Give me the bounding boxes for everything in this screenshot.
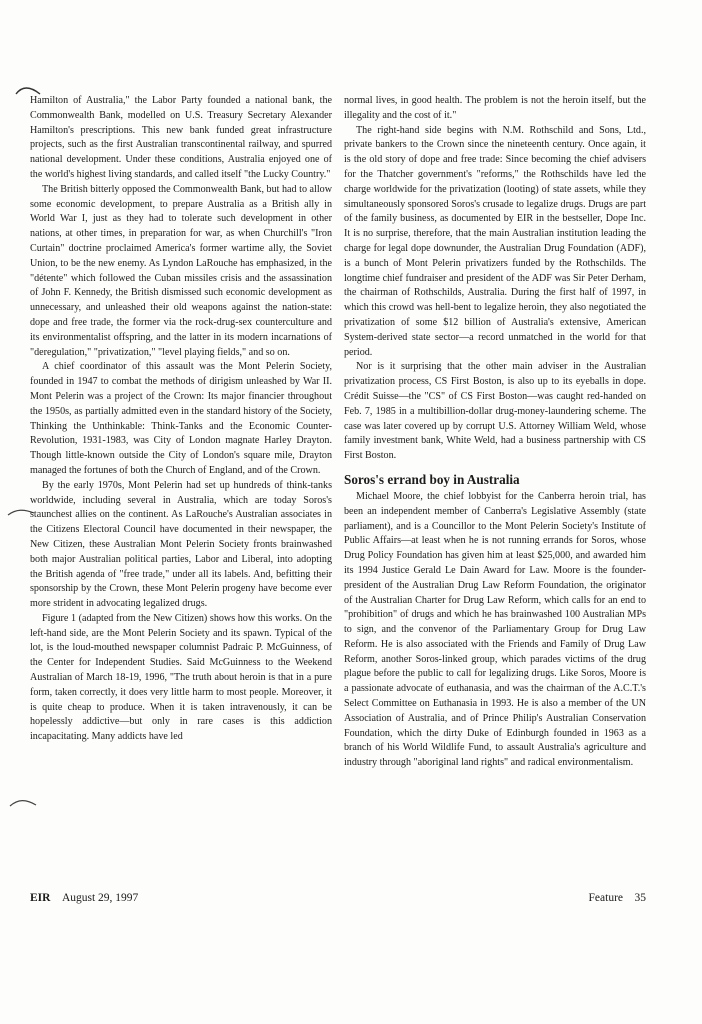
scan-mark	[8, 796, 38, 810]
paragraph: A chief coordinator of this assault was the Mont Pelerin Society, founded in 1947 to combat the methods of dirigism unleashed by War II. Mont Pelerin was a project of the Crown: Its major financier throughout the 1950s, as partially admitted even in the standard history of the Society, Thinking the Unthinkable: Think-Tanks and the Economic Counter-Revolution, 1931-1983, was City of London magnate Harley Drayton. Though little-known outside the City of London's square mile, Drayton managed the fortunes of both the Church of England, and of the Crown.	[30, 361, 332, 476]
section-heading: Soros's errand boy in Australia	[344, 471, 520, 487]
section-label: Feature	[588, 892, 623, 904]
paragraph: Hamilton of Australia," the Labor Party founded a national bank, the Commonwealth Bank, modelled on U.S. Treasury Secretary Alexander Hamilton's prescriptions. This new bank funded great infrastructure projects, such as the first Australian transcontinental railway, and spurred national development. Under these conditions, Australia enjoyed one of the world's highest living standards, and called itself "the Lucky Country."	[30, 95, 332, 180]
page-number: 35	[634, 892, 646, 904]
paragraph: normal lives, in good health. The problem is not the heroin itself, but the illegality and the cost of it."	[344, 95, 646, 121]
paragraph: The right-hand side begins with N.M. Rothschild and Sons, Ltd., private bankers to the Crown since the nineteenth century. Once again, it is the old story of dope and free trade: Since becoming the chief advisers for the Thatcher government's "reforms," the Rothschilds have led the charge worldwide for the privatization (looting) of state assets, while they simultaneously sponsored Soros's crusade to legalize drugs. Drugs are part of the family business, as documented by EIR in the bestseller, Dope Inc. It is no surprise, therefore, that the main Australian institution leading the charge for legal dope downunder, the Australian Drug Foundation (ADF), is a bunch of Mont Pelerin privatizers funded by the Rothschilds. The longtime chief fundraiser and president of the ADF was Sir Peter Derham, the chairman of Rothschilds, Australia. During the first half of 1997, in which this crowd was hell-bent to legalize heroin, they also negotiated the privatization of some $12 billion of Australia's extensive, American System-derived state sector—a record unmatched in the world for that period.	[344, 124, 646, 358]
paragraph: Nor is it surprising that the other main adviser in the Australian privatization process, CS First Boston, is also up to its eyeballs in dope. Crédit Suisse—the "CS" of CS First Boston—was caught red-handed on Feb. 7, 1985 in a multibillion-dollar drug-money-laundering scheme. The case was later covered up by corrupt U.S. Attorney William Weld, whose family investment bank, White Weld, had a business partnership with CS First Boston.	[344, 361, 646, 462]
publication-name: EIR	[30, 892, 51, 904]
footer-right	[589, 892, 646, 904]
right-column	[344, 94, 646, 771]
left-column	[30, 94, 332, 745]
paragraph: By the early 1970s, Mont Pelerin had set up hundreds of think-tanks worldwide, including several in Australia, which are today Soros's staunchest allies on the continent. As LaRouche's Australian associates in the Citizens Electoral Council have documented in their newspaper, the New Citizen, these Australian Mont Pelerin Society fronts brainwashed both major Australian political parties, Labor and Liberal, into adopting the British agenda of "free trade," under all its labels. And, befitting their sponsorship by the Crown, these Mont Pelerin progeny have become ever more strident in advocating legalized drugs.	[30, 479, 332, 610]
issue-date: August 29, 1997	[61, 892, 139, 904]
paragraph: Figure 1 (adapted from the New Citizen) shows how this works. On the left-hand side, are the Mont Pelerin Society and its spawn. Typical of the lot, is the loud-mouthed newspaper columnist Padraic P. McGuinness, of the Center for Independent Studies. Said McGuinness to the Weekend Australian of March 18-19, 1996, "The truth about heroin is that in a pure form, taken correctly, it does very little harm to most people. Moreover, it is quite cheap to produce. When it is taken intravenously, it can be hopelessly addictive—but only in rare cases is this addiction incapacitating. Many addicts have led	[30, 612, 332, 743]
paragraph: The British bitterly opposed the Commonwealth Bank, but had to allow some economic development, to prepare Australia as a British ally in World War I, just as they had to tolerate such development in other nations, at other times, in preparation for war, as when Churchill's "Iron Curtain" doctrine proclaimed America's former wartime ally, the Soviet Union, to be the new enemy. As Lyndon LaRouche has emphasized, in the "détente" which followed the Cuban missiles crisis and the assassination of John F. Kennedy, the British dismissed such economic development as unnecessary, and unleashed their old weapons against the nation-state: dope and free trade, the former via the rock-drug-sex counterculture and its environmentalist offspring, and the latter in its modern incarnations of "deregulation," "privatization," "level playing fields," and so on.	[30, 183, 332, 358]
footer-left	[30, 892, 138, 904]
paragraph: Michael Moore, the chief lobbyist for the Canberra heroin trial, has been an independent member of Canberra's Legislative Assembly (state parliament), and is a Councillor to the Mont Pelerin Society's Institute of Public Affairs—at least when he is not running errands for Soros, whose Drug Policy Foundation has given him at least $25,000, and awarded him its 1994 Justice Gerald Le Dain Award for Law. Moore is the founder-president of the Australian Drug Law Reform Foundation, the originator of the Australian Charter for Drug Law Reform, which calls for an end to "prohibition" of drugs and which he has brainwashed 100 Australian MPs to sign, and the convenor of the Parliamentary Group for Drug Law Reform. He is also associated with the Friends and Family of Drug Law Reform, another Soros-linked group, which parades victims of the drug plague before the public to call for legalizing drugs. Like Soros, Moore is a passionate advocate of euthanasia, and was the chairman of the A.C.T.'s Select Committee on Euthanasia in 1993. He is also a member of the UN Association of Australia, and of Prince Philip's Australian Conservation Foundation, which the dirty Duke of Edinburgh founded in 1963 as a branch of his World Wildlife Fund, to assault Australia's agriculture and industry through "aboriginal land rights" and radical environmentalism.	[344, 490, 646, 769]
